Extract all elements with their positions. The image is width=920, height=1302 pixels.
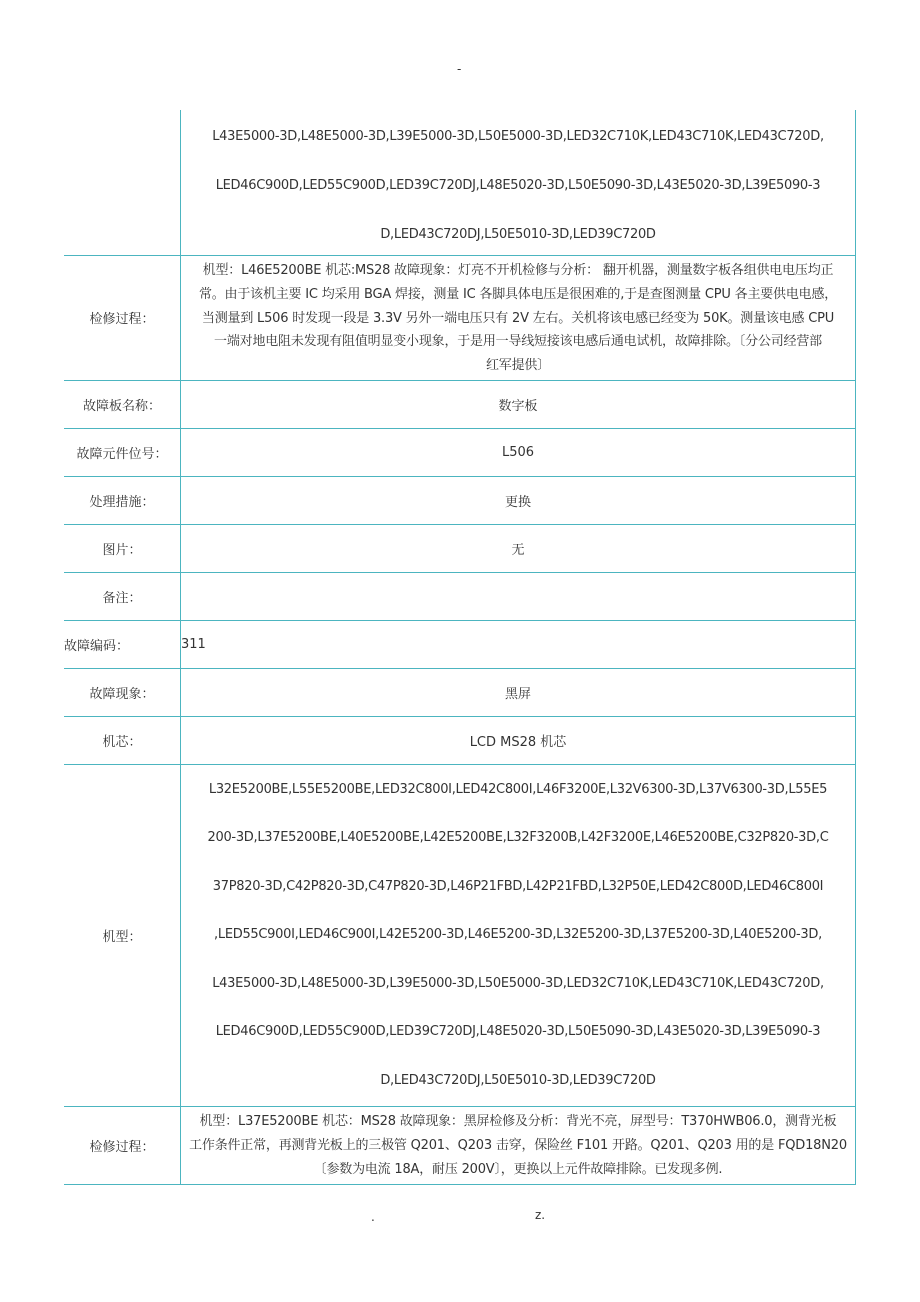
position-label: 故障元件位号： [64, 428, 181, 476]
repair-record-table [64, 255, 856, 1185]
table-row-code [64, 620, 856, 668]
action-value: 更换 [181, 476, 856, 524]
process-line: 常。由于该机主要 IC 均采用 BGA 焊接，测量 IC 各脚具体电压是很困难的,于是查图测量 CPU 各主要供电电感， [198, 286, 838, 302]
process-line: 机型：L37E5200BE 机芯：MS28 故障现象：黑屏检修及分析：背光不亮，屏型号：T370HWB06.0，测背光板 [199, 1114, 837, 1130]
note-value [181, 572, 856, 620]
table-row-chassis [64, 716, 856, 764]
model-line: D,LED43C720DJ,L50E5010-3D,LED39C720D [380, 1072, 656, 1088]
model-line: D,LED43C720DJ,L50E5010-3D,LED39C720D [380, 227, 656, 242]
table-row-picture [64, 524, 856, 572]
model-line: L43E5000-3D,L48E5000-3D,L39E5000-3D,L50E5000-3D,LED32C710K,LED43C710K,LED43C720D, [212, 975, 824, 991]
footer-dot: . [371, 1210, 375, 1224]
process-line: 当测量到 L506 时发现一段是 3.3V 另外一端电压只有 2V 左右。关机将该电感已经变为 50K。测量该电感 CPU [201, 310, 835, 326]
position-value: L506 [181, 428, 856, 476]
symptom-value: 黑屏 [181, 668, 856, 716]
code-value: 311 [181, 620, 856, 668]
action-label: 处理措施： [64, 476, 181, 524]
code-label: 故障编码： [64, 620, 181, 668]
table-row-note [64, 572, 856, 620]
process-line: 机型：L46E5200BE 机芯:MS28 故障现象：灯亮不开机检修与分析： 翻开机器，测量数字板各组供电电压均正 [202, 263, 834, 278]
process-line: 一端对地电阻未发现有阻值明显变小现象，于是用一导线短接该电感后通电试机，故障排除。〔分公司经营部 [214, 334, 822, 350]
table-row-symptom [64, 668, 856, 716]
chassis-label: 机芯： [64, 716, 181, 764]
board-label: 故障板名称： [64, 380, 181, 428]
process-text [181, 256, 856, 381]
model-line: ,LED55C900I,LED46C900I,L42E5200-3D,L46E5200-3D,L32E5200-3D,L37E5200-3D,L40E5200-3D, [214, 927, 822, 943]
continued-models-cell [180, 110, 856, 255]
table-row-action [64, 476, 856, 524]
model-line: 37P820-3D,C42P820-3D,C47P820-3D,L46P21FBD,L42P21FBD,L32P50E,LED42C800D,LED46C800I [212, 878, 824, 894]
process-line: 红军提供〕 [485, 358, 550, 374]
table-row-process-2 [64, 1107, 856, 1184]
board-value: 数字板 [181, 380, 856, 428]
model-line: L43E5000-3D,L48E5000-3D,L39E5000-3D,L50E5000-3D,LED32C710K,LED43C710K,LED43C720D, [212, 129, 824, 144]
footer-mark: z. [535, 1208, 546, 1222]
model-line: 200-3D,L37E5200BE,L40E5200BE,L42E5200BE,L32F3200B,L42F3200E,L46E5200BE,C32P820-3D,C [207, 830, 829, 846]
process-line: 工作条件正常，再测背光板上的三极管 Q201、Q203 击穿，保险丝 F101 开路。Q201、Q203 用的是 FQD18N20 [189, 1138, 847, 1154]
note-label: 备注： [64, 572, 181, 620]
model-line: LED46C900D,LED55C900D,LED39C720DJ,L48E5020-3D,L50E5090-3D,L43E5020-3D,L39E5090-3 [215, 1024, 821, 1040]
process-label: 检修过程： [64, 256, 181, 381]
model-line: L32E5200BE,L55E5200BE,LED32C800I,LED42C800I,L46F3200E,L32V6300-3D,L37V6300-3D,L55E5 [208, 781, 828, 797]
chassis-value: LCD MS28 机芯 [181, 716, 856, 764]
symptom-label: 故障现象： [64, 668, 181, 716]
models-list [181, 764, 856, 1107]
table-row-board [64, 380, 856, 428]
process-text [181, 1107, 856, 1184]
picture-label: 图片： [64, 524, 181, 572]
model-line: LED46C900D,LED55C900D,LED39C720DJ,L48E5020-3D,L50E5090-3D,L43E5020-3D,L39E5090-3 [215, 178, 821, 193]
table-row-process-1 [64, 256, 856, 381]
process-label: 检修过程： [64, 1107, 181, 1184]
process-line: 〔参数为电流 18A，耐压 200V〕，更换以上元件故障排除。已发现多例. [313, 1162, 723, 1178]
table-row-position [64, 428, 856, 476]
table-row-models [64, 764, 856, 1107]
page-header-mark: - [457, 62, 462, 76]
picture-value: 无 [181, 524, 856, 572]
models-label: 机型： [64, 764, 181, 1107]
